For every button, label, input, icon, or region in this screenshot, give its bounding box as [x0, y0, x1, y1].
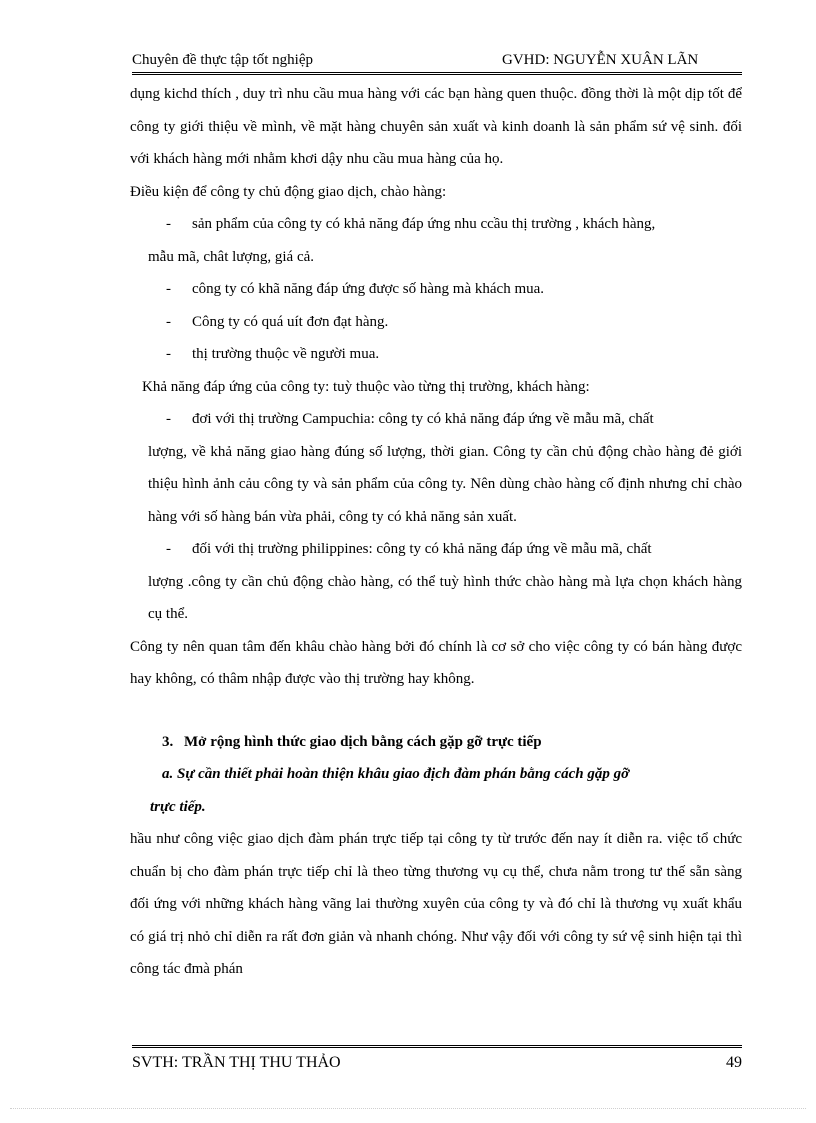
list-item — [130, 533, 742, 566]
list-item-text: sản phẩm của công ty có khả năng đáp ứng nhu ccầu thị trường , khách hàng, — [192, 216, 656, 232]
list-item — [130, 338, 742, 371]
list-item-continuation: mẫu mã, chât lượng, giá cả. — [148, 248, 315, 265]
paragraph-conclusion: Công ty nên quan tâm đến khâu chào hàng bởi đó chính là cơ sở cho việc công ty có bán hàng được hay không, có thâm nhập được vào thị trường hay không. — [130, 638, 742, 687]
header-advisor: GVHD: NGUYỄN XUÂN LÃN — [502, 52, 699, 68]
section-title: Mở rộng hình thức giao dịch bằng cách gặp gỡ trực tiếp — [184, 733, 542, 750]
list-dash: - — [166, 216, 171, 232]
list-item-text: công ty có khã năng đáp ứng được số hàng mà khách mua. — [192, 281, 545, 297]
list-item-continuation: lượng .công ty cần chủ động chào hàng, có thể tuỳ hình thức chào hàng mà lựa chọn khách hàng cụ thể. — [148, 573, 742, 622]
list-item-continuation: lượng, về khả năng giao hàng đúng số lượng, thời gian. Công ty cần chủ động chào hàng đẻ giới thiệu hình ảnh cảu công ty và sản phẩm của công ty. Nên dùng chào hàng cố định nhưng chỉ chào hàng với số hàng bán vừa phải, công ty có khả năng sản xuất. — [148, 443, 742, 525]
list-item — [130, 208, 742, 241]
paragraph-promotion: dụng kichd thích , duy trì nhu cầu mua hàng với các bạn hàng quen thuộc. đồng thời là một dịp tốt để công ty giới thiệu về mình, về mặt hàng chuyên sản xuất và kinh doanh là sản phẩm sứ vệ sinh. đối với khách hàng mới nhằm khơi dậy nhu cầu mua hàng của họ. — [130, 86, 742, 167]
list-item — [130, 273, 742, 306]
subsection-heading-continuation: trực tiếp. — [150, 798, 206, 815]
list-dash: - — [166, 346, 171, 362]
list-dash: - — [166, 281, 171, 297]
list-item-text: đơi với thị trường Campuchia: công ty có khả năng đáp ứng về mẫu mã, chất — [192, 411, 654, 427]
list-dash: - — [166, 313, 171, 330]
list-item — [130, 306, 742, 339]
paragraph-capability: Khả năng đáp ứng của công ty: tuỳ thuộc vào từng thị trường, khách hàng: — [142, 378, 590, 395]
page-edge-divider — [10, 1108, 806, 1109]
footer-rule — [132, 1045, 742, 1048]
document-body — [130, 78, 742, 986]
list-dash: - — [166, 541, 171, 557]
list-item-text: đối với thị trường philippines: công ty có khả năng đáp ứng về mẫu mã, chất — [192, 541, 652, 557]
subsection-heading: a. Sự cần thiết phải hoàn thiện khâu giao địch đàm phán bằng cách gặp gỡ — [162, 766, 630, 782]
list-item — [130, 403, 742, 436]
section-number: 3. — [162, 733, 174, 750]
list-dash: - — [166, 411, 171, 427]
header-document-title: Chuyên đề thực tập tốt nghiệp — [132, 52, 314, 68]
paragraph-direct-negotiation: hầu như công việc giao dịch đàm phán trực tiếp tại công ty từ trước đến nay ít diễn ra. việc tổ chức chuẩn bị cho đàm phán trực tiếp chỉ là theo từng thương vụ cụ thể, chưa nằm trong tư thế sẵn sàng đối ứng với những khách hàng vãng lai thường xuyên của công ty và đó chỉ là thương vụ xuất khẩu có giá trị nhỏ chỉ diễn ra rất đơn giản và nhanh chóng. Như vậy đối với công ty sứ vệ sinh hiện tại thì công tác đmà phán — [130, 831, 742, 977]
section-heading — [130, 726, 742, 759]
page-header — [132, 52, 742, 72]
list-item-text: thị trường thuộc về người mua. — [192, 346, 380, 362]
list-item-text: Công ty có quá uít đơn đạt hàng. — [192, 313, 389, 330]
section-gap — [130, 696, 742, 726]
page-number: 49 — [726, 1054, 742, 1071]
paragraph-conditions: Điều kiện để công ty chủ động giao dịch, chào hàng: — [130, 183, 447, 200]
header-rule — [132, 72, 742, 75]
footer-student: SVTH: TRẦN THỊ THU THẢO — [132, 1054, 341, 1071]
